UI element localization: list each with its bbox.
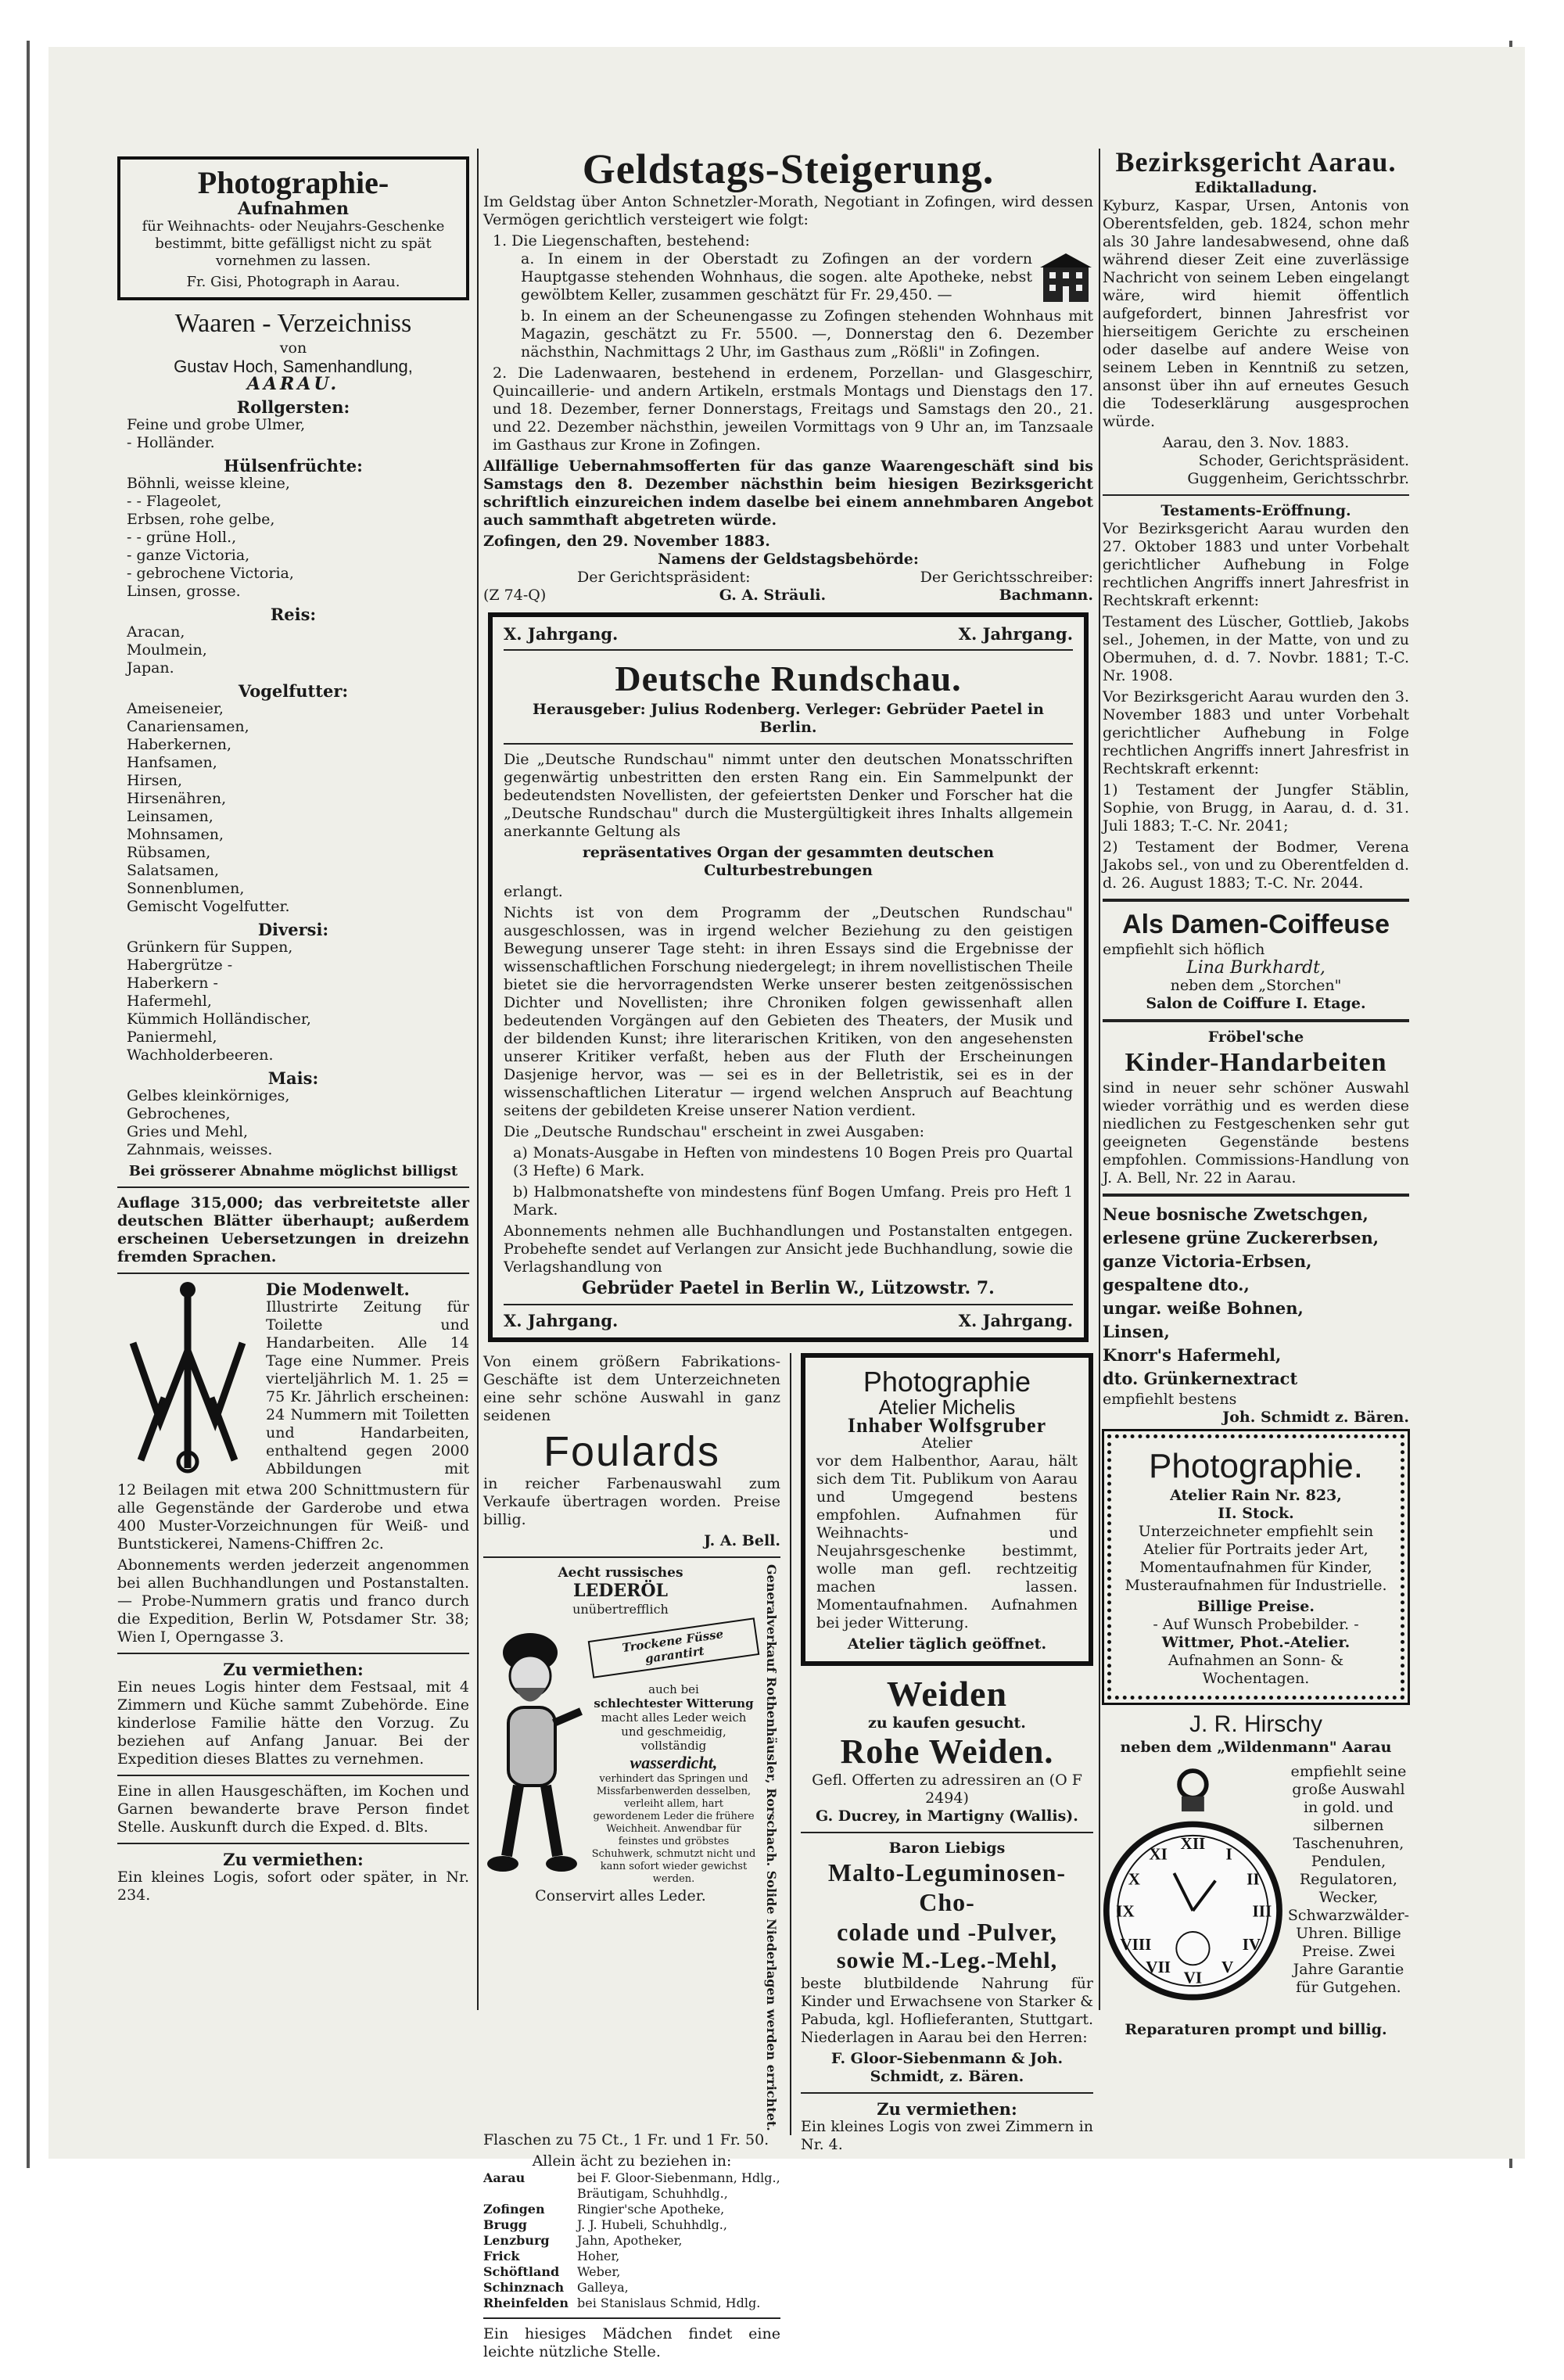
hirschy-body: empfiehlt seine große Auswahl in gold. und silbernen Taschenuhren, Pendulen, Regulatoren, Wecker, Schwarzwälder-Uhren. Billige Preise. Zwei Jahre Garantie für Gutgehen. — [1287, 1763, 1409, 1996]
michelis-ad — [801, 1353, 1093, 1666]
waren-list-item: Zahnmais, weisses. — [127, 1141, 273, 1158]
lederoel-claim1: auch bei — [648, 1682, 699, 1696]
michelis-body: vor dem Halbenthor, Aarau, hält sich dem Tit. Publikum von Aarau und Umgegend bestens empfohlen. Aufnahmen für Weihnachts- und Neujahrsgeschenke bestimmt, wolle man gefl. rechtzeitig machen lassen. Momentaufnahmen. Aufnahmen bei jeder Witterung. — [816, 1452, 1078, 1632]
waren-sections — [117, 398, 469, 1159]
middle-right-sub — [801, 1353, 1093, 2364]
vermieten3-body: Ein kleines Logis von zwei Zimmern in Nr. 4. — [800, 2118, 1093, 2153]
divider — [801, 2092, 1093, 2094]
column-right — [1103, 145, 1409, 2039]
testament-p1: Vor Bezirksgericht Aarau wurden den 27. Oktober 1883 und unter Vorbehalt gerichtlicher Aufhebung in Folge rechtlichen Angriffs innert Jahresfrist in Rechtskraft erkennt: — [1103, 520, 1409, 609]
vermieten1-body: Ein neues Logis hinter dem Festsaal, mit 4 Zimmern und Küche sammt Zubehörde. Eine kinderlose Familie hätte den Vorzug. Zu beziehen auf Anfang Januar. Bei der Expedition dieses Blattes zu vernehmen. — [117, 1678, 469, 1768]
waren-list-item: Gelbes kleinkörniges, — [127, 1087, 290, 1104]
place-name: Schöftland — [483, 2263, 560, 2279]
waren-list-item: Salatsamen, — [127, 862, 219, 879]
rundschau-p1c: erlangt. — [504, 883, 563, 900]
waren-section-heading: Diversi: — [257, 920, 329, 939]
testament-p3: Vor Bezirksgericht Aarau wurden den 3. November 1883 und unter Vorbehalt gerichtlicher Aufhebung in Folge rechtlichen Angriffs innert Jahresfrist in Rechtskraft erkennt: — [1103, 688, 1409, 777]
geldstag-ad — [483, 145, 1093, 605]
divider — [1103, 1019, 1409, 1022]
rain-probe: - Auf Wunsch Probebilder. - — [1153, 1616, 1359, 1633]
place-name: Lenzburg — [483, 2232, 550, 2248]
liebig-big3: sowie M.-Leg.-Mehl, — [836, 1947, 1058, 1973]
waren-list-item: Böhnli, weisse kleine, — [127, 475, 290, 492]
testament-title: Testaments-Eröffnung. — [1160, 502, 1351, 519]
rundschau-p1: Die „Deutsche Rundschau" nimmt unter den deutschen Monatsschriften gegenwärtig unbestritten den ersten Rang ein. Ein Sammelpunkt der bedeutendsten Novellisten, der gefeiertsten Denker und Forscher hat die „Deutsche Rundschau" durch die Mustergültigkeit ihres Inhalts allgemein anerkannte Geltung als — [504, 751, 1073, 840]
geldstag-item1a: a. In einem in der Oberstadt zu Zofingen an der vordern Hauptgasse stehenden Wohnhaus, die sogen. alte Apotheke, nebst gewölbtem Keller, zusammen geschätzt für Fr. 29,450. — — [521, 250, 1032, 303]
waren-list-item: Leinsamen, — [127, 808, 213, 825]
place-name: Aarau — [483, 2170, 526, 2185]
geldstag-item2: 2. Die Ladenwaaren, bestehend in erdenem, Porzellan- und Glasgeschirr, Quincaillerie- und andern Artikeln, erstmals Montags und Dienstags den 17. und 18. Dezember, ferner Donnerstags, Freitags und Samstags den 20., 21. und 22. Dezember nächsthin, jeweilen Vormittags von 9 Uhr an, im Tanzsaale im Gasthaus zur Krone in Zofingen. — [493, 364, 1093, 454]
koechin-ad: Eine in allen Hausgeschäften, im Kochen und Garnen bewanderte brave Person findet Stelle. Auskunft durch die Exped. d. Blts. — [117, 1782, 469, 1836]
modenwelt-body3: Abonnements werden jederzeit angenommen bei allen Buchhandlungen und Postanstalten. — Probe-Nummern gratis und franco durch die Expedition, Berlin W, Potsdamer Str. 38; Wien I, Operngasse 3. — [117, 1556, 469, 1646]
modenwelt-body: Illustrirte Zeitung für Toilette und Handarbeiten. Alle 14 Tage eine Nummer. Preis vierteljährlich M. 1. 25 = 75 Kr. Jährlich erscheinen: 24 Nummern mit Toiletten und Handarbeiten, enthaltend gegen 2000 Abbildungen mit — [266, 1298, 469, 1477]
liebig-sign: F. Gloor-Siebenmann & Joh. Schmidt, z. Bären. — [830, 2050, 1064, 2085]
rundschau-p5: Gebrüder Paetel in Berlin W., Lützowstr. 7. — [582, 1278, 995, 1298]
rundschau-ad — [488, 612, 1089, 1342]
liebig-big1: Malto-Leguminosen-Cho- — [827, 1858, 1067, 1916]
coiffeuse-body: empfiehlt sich höflich — [1103, 941, 1265, 958]
vermieten2-body: Ein kleines Logis, sofort oder später, in Nr. 234. — [117, 1868, 469, 1904]
michelis-atelier: Atelier Michelis — [878, 1395, 1016, 1419]
geldstag-title: Geldstags-Steigerung. — [582, 145, 995, 192]
waren-list-item: Gries und Mehl, — [127, 1123, 249, 1140]
rundschau-title: Deutsche Rundschau. — [615, 659, 962, 698]
divider — [504, 743, 1073, 745]
column-middle — [483, 145, 1093, 2364]
lederoel-claim3: macht alles Leder weich und geschmeidig, vollständig — [601, 1711, 747, 1753]
place-vendor: Weber, — [577, 2263, 621, 2279]
schmidt-product-line: dto. Grünkernextract — [1103, 1369, 1298, 1388]
waren-title: Waaren - Verzeichniss — [174, 309, 412, 338]
lederoel-place-row — [483, 2280, 780, 2296]
rundschau-p2: Nichts ist von dem Programm der „Deutschen Rundschau" ausgeschlossen, was in irgend welcher Beziehung zu den geistigen Bewegung unserer Tage steht: in ihren Essays sind die Ergebnisse der wissenschaftlichen Forschung niedergelegt; in ihrem novellistischen Theile bietet sie die hervorragendsten Werke unserer besten zeitgenössischen Dichter und Novellisten; ihre Chroniken folgen gewissenhaft allen bedeutenden Vorgängen auf den Gebieten des Theaters, der Musik und der bildenden Kunst; ihre literarischen Kritiken, von den angesehensten unserer Kritiker verfaßt, heben aus der Fluth der Erscheinungen Dasjenige hervor, was — sei es in der Belletristik, sei es in der wissenschaftlichen Literatur — irgend welchen Anspruch auf Beachtung seitens der gebildeten Kreise unserer Nation verdient. — [504, 904, 1073, 1119]
trockene-fuesse-sign: Trockene Füsse garantirt — [588, 1617, 760, 1678]
schmidt-product-line: Neue bosnische Zwetschgen, — [1103, 1204, 1368, 1224]
place-name: Rheinfelden — [483, 2295, 569, 2310]
coiffeuse-salon: Salon de Coiffure I. Etage. — [1146, 995, 1366, 1012]
divider — [1103, 494, 1409, 496]
lederoel-place-row — [483, 2249, 780, 2264]
foulards-ad — [483, 1353, 780, 1550]
lederoel-place-row — [483, 2264, 780, 2280]
lederoel-ad — [483, 1564, 780, 2131]
testament-p2: Testament des Lüscher, Gottlieb, Jakobs sel., Johemen, in der Matte, von und zu Obermuhen, d. d. 7. Novbr. 1881; T.-C. Nr. 1908. — [1103, 613, 1409, 684]
foulards-title: Foulards — [543, 1428, 721, 1475]
divider — [117, 1775, 469, 1776]
foulards-body: in reicher Farbenauswahl zum Verkaufe übertragen worden. Preise billig. — [483, 1475, 780, 1528]
froebel-title2: Kinder-Handarbeiten — [1125, 1048, 1387, 1077]
lederoel-title1: Aecht russisches — [558, 1565, 683, 1581]
waren-list-item: - - Flageolet, — [127, 493, 222, 510]
michelis-footer: Atelier täglich geöffnet. — [847, 1635, 1047, 1653]
rain-ad — [1107, 1434, 1404, 1700]
divider — [483, 1556, 780, 1558]
place-vendor: Bräutigam, Schuhhdlg., — [577, 2185, 728, 2201]
svg-text:X: X — [1128, 1869, 1141, 1889]
place-vendor: Ringier'sche Apotheke, — [577, 2201, 725, 2217]
place-name — [483, 2186, 577, 2202]
place-name: Frick — [483, 2248, 520, 2263]
schmidt-product-line: Linsen, — [1103, 1322, 1170, 1341]
jahrgang-top-right: X. Jahrgang. — [958, 624, 1073, 644]
waren-list-item: Aracan, — [127, 623, 185, 641]
waren-list-item: Hanfsamen, — [127, 754, 217, 771]
froebel-title1: Fröbel'sche — [1207, 1028, 1304, 1046]
waren-list-item: Ameiseneier, — [127, 700, 224, 717]
rundschau-p1b: repräsentatives Organ der gesammten deutschen Culturbestrebungen — [582, 844, 995, 879]
schmidt-product-line: ganze Victoria-Erbsen, — [1103, 1251, 1312, 1271]
svg-text:IV: IV — [1242, 1935, 1261, 1955]
ad-signature: Fr. Gisi, Photograph in Aarau. — [186, 274, 400, 290]
bezirk-sig1: Schoder, Gerichtspräsident. — [1198, 452, 1409, 469]
rain-body: Unterzeichneter empfiehlt sein Atelier für Portraits jeder Art, Momentaufnahmen für Kinder, Musteraufnahmen für Industrielle. — [1125, 1523, 1387, 1594]
place-name: Zofingen — [483, 2201, 545, 2217]
waren-list-item: Sonnenblumen, — [127, 880, 245, 897]
waren-list-item: Habergrütze - — [127, 957, 233, 974]
waren-list-item: Japan. — [127, 659, 174, 677]
michelis-label: Atelier — [921, 1434, 973, 1452]
coiffeuse-addr: neben dem „Storchen" — [1170, 977, 1342, 994]
rundschau-p3a: a) Monats-Ausgabe in Heften von mindestens 10 Bogen Preis pro Quartal (3 Hefte) 6 Mark. — [513, 1144, 1073, 1179]
svg-text:V: V — [1221, 1957, 1234, 1976]
hirschy-title: J. R. Hirschy — [1189, 1711, 1322, 1737]
schmidt-lines — [1103, 1203, 1409, 1391]
svg-text:I: I — [1225, 1844, 1232, 1864]
coiffeuse-ad — [1103, 908, 1409, 1013]
lederoel-place-row — [483, 2170, 780, 2186]
waren-list-item: - ganze Victoria, — [127, 547, 250, 564]
weiden-body: Gefl. Offerten zu adressiren an (O F 2494) — [812, 1772, 1082, 1807]
waren-verzeichniss — [117, 308, 469, 1180]
waren-von: von — [279, 339, 307, 357]
coiffeuse-title: Als Damen-Coiffeuse — [1122, 910, 1390, 939]
modenwelt-logo-icon — [117, 1280, 258, 1476]
place-name: Brugg — [483, 2217, 527, 2232]
rain-floor: II. Stock. — [1218, 1505, 1294, 1522]
lederoel-alone: Allein ächt zu beziehen in: — [532, 2152, 732, 2170]
pocket-watch-icon — [1103, 1763, 1283, 2021]
lederoel-place-row — [483, 2233, 780, 2249]
sub-column-divider — [790, 1353, 791, 2135]
svg-text:IX: IX — [1116, 1901, 1135, 1921]
waren-section-heading: Rollgersten: — [236, 397, 350, 417]
schmidt-sign: empfiehlt bestens — [1103, 1391, 1237, 1408]
photo-gisi-ad — [117, 156, 469, 300]
svg-text:III: III — [1252, 1901, 1272, 1921]
middle-left-sub — [483, 1353, 780, 2364]
signer-1: G. A. Sträuli. — [719, 587, 827, 604]
divider — [504, 649, 1073, 651]
geldstag-item1b: b. In einem an der Scheunengasse zu Zofingen stehenden Wohnhaus mit Magazin, geschätzt zu Fr. 5500. —, Donnerstag den 6. Dezember nächsthin, Nachmittags 2 Uhr, im Gasthaus zum „Rößli" in Zofingen. — [521, 307, 1093, 361]
rundschau-publisher: Herausgeber: Julius Rodenberg. Verleger: Gebrüder Paetel in Berlin. — [533, 701, 1044, 736]
bezirk-body: Kyburz, Kaspar, Ursen, Antonis von Oberentsfelden, geb. 1824, schon mehr als 30 Jahre landesabwesend, ohne daß während dieser Zeit eine zuverlässige Nachricht von seinem Leben eingelangt wäre, wird hiemit öffentlich aufgefordert, binnen Jahresfrist vor hierseitigem Gerichte zu erscheinen oder daselbe auf andere Weise von seinem Leben in Kenntniß zu setzen, ansonst über ihn auf erneutes Gesuch die Todeserklärung ausgesprochen würde. — [1103, 197, 1409, 430]
lederoel-title3: unübertrefflich — [572, 1602, 669, 1617]
lederoel-place-row — [483, 2186, 780, 2202]
divider — [483, 2317, 780, 2319]
hirschy-footer: Reparaturen prompt und billig. — [1125, 2021, 1387, 2038]
rain-title: Photographie. — [1149, 1447, 1363, 1485]
maedchen-ad: Ein hiesiges Mädchen findet eine leichte nützliche Stelle. — [483, 2324, 780, 2360]
testament-p5: 2) Testament der Bodmer, Verena Jakobs sel., von und zu Oberentfelden d. d. 26. August 1883; T.-C. Nr. 2044. — [1103, 838, 1409, 892]
vermieten2-heading: Zu vermiethen: — [223, 1850, 364, 1869]
geldstag-item1: 1. Die Liegenschaften, bestehend: — [493, 232, 750, 249]
geldstag-code: (Z 74-Q) — [483, 587, 547, 604]
schmidt-product-line: Knorr's Hafermehl, — [1103, 1345, 1282, 1365]
schmidt-product-line: ungar. weiße Bohnen, — [1103, 1298, 1304, 1318]
waren-list-item: Canariensamen, — [127, 718, 249, 735]
waren-list-item: Rübsamen, — [127, 844, 211, 861]
rain-billig: Billige Preise. — [1197, 1598, 1315, 1615]
place-vendor: bei F. Gloor-Siebenmann, Hdlg., — [577, 2170, 780, 2185]
place-vendor: J. J. Hubeli, Schuhhdlg., — [577, 2217, 727, 2232]
geldstag-note: Allfällige Uebernahmsofferten für das ganze Waarengeschäft sind bis Samstags den 8. Dezember nächsthin beim hiesigen Bezirksgericht schriftlich einzureichen indem daselbe bei einem annehmbaren Angebot auch sammthaft abgetreten würde. — [483, 458, 1093, 529]
svg-text:XI: XI — [1149, 1844, 1168, 1864]
svg-text:VII: VII — [1146, 1957, 1171, 1976]
rundschau-p4: Abonnements nehmen alle Buchhandlungen und Postanstalten entgegen. Probehefte sendet auf Verlangen zur Ansicht jede Buchhandlung, sowie die Verlagshandlung von — [504, 1222, 1073, 1276]
hirschy-addr: neben dem „Wildenmann" Aarau — [1120, 1739, 1392, 1756]
testament-ad — [1103, 502, 1409, 892]
waren-list-item: Gebrochenes, — [127, 1105, 231, 1122]
lederoel-prices: Flaschen zu 75 Ct., 1 Fr. und 1 Fr. 50. — [483, 2131, 769, 2148]
lederoel-claim2: schlechtester Witterung — [594, 1696, 754, 1711]
michelis-title: Photographie — [863, 1366, 1031, 1398]
svg-text:VI: VI — [1183, 1968, 1203, 1987]
place-name: Schinznach — [483, 2279, 565, 2295]
weiden-sign: G. Ducrey, in Martigny (Wallis). — [816, 1807, 1078, 1825]
divider — [117, 1653, 469, 1654]
waren-list-item: Paniermehl, — [127, 1028, 217, 1046]
waren-section-heading: Reis: — [270, 605, 317, 624]
waren-list-item: - gebrochene Victoria, — [127, 565, 294, 582]
waren-list-item: Moulmein, — [127, 641, 207, 659]
lederoel-place-row — [483, 2217, 780, 2233]
place-vendor: bei Stanislaus Schmid, Hdlg. — [577, 2295, 761, 2310]
waren-list-item: Wachholderbeeren. — [127, 1046, 274, 1064]
divider — [801, 1832, 1093, 1833]
geldstag-intro: Im Geldstag über Anton Schnetzler-Morath, Negotiant in Zofingen, wird dessen Vermögen gerichtlich versteigert wie folgt: — [483, 193, 1093, 228]
waren-city: AARAU. — [246, 374, 340, 394]
testament-p4: 1) Testament der Jungfer Stäblin, Sophie, von Brugg, in Aarau, d. d. 31. Juli 1883; T.-C. Nr. 2041; — [1103, 781, 1409, 835]
waren-section-heading: Hülsenfrüchte: — [224, 456, 363, 476]
lederoel-place-row — [483, 2202, 780, 2217]
divider — [1103, 1194, 1409, 1197]
vermieten1-heading: Zu vermiethen: — [223, 1660, 364, 1679]
auflage-text: Auflage 315,000; das verbreitetste aller deutschen Blätter überhaupt; außerdem erscheinen Uebersetzungen in dreizehn fremden Sprachen. — [117, 1194, 469, 1265]
divider — [504, 1304, 1073, 1305]
scan-edge-left — [27, 41, 30, 2168]
vermieten3-heading: Zu vermiethen: — [877, 2099, 1017, 2119]
jahrgang-top-left: X. Jahrgang. — [504, 624, 619, 644]
waren-list-item: Hirsen, — [127, 772, 182, 789]
ad-subtitle: Aufnahmen — [237, 199, 350, 219]
svg-text:VIII: VIII — [1120, 1935, 1152, 1955]
schmidt-product-line: gespaltene dto., — [1103, 1275, 1250, 1294]
weiden-title: Weiden — [886, 1674, 1008, 1714]
waren-list-item: Erbsen, rohe gelbe, — [127, 511, 275, 528]
waren-merchant: Gustav Hoch, Samenhandlung, — [174, 357, 413, 376]
waren-list-item: Grünkern für Suppen, — [127, 939, 293, 956]
rain-wittmer: Wittmer, Phot.-Atelier. — [1161, 1634, 1351, 1651]
waren-list-item: Kümmich Holländischer, — [127, 1011, 311, 1028]
house-icon — [1038, 250, 1093, 305]
bezirk-sig2: Guggenheim, Gerichtsschrbr. — [1187, 470, 1409, 487]
divider — [117, 1273, 469, 1274]
liebig-big2: colade und -Pulver, — [837, 1918, 1057, 1946]
waren-list-item: Hirsenähren, — [127, 790, 227, 807]
waren-section-heading: Mais: — [267, 1068, 319, 1088]
waren-footer: Bei grösserer Abnahme möglichst billigst — [128, 1163, 458, 1179]
divider — [117, 1186, 469, 1188]
rain-addr: Atelier Rain Nr. 823, — [1170, 1487, 1342, 1504]
rundschau-p3b: b) Halbmonatshefte von mindestens fünf Bogen Umfang. Preis pro Heft 1 Mark. — [513, 1183, 1073, 1219]
rain-open: Aufnahmen an Sonn- & Wochentagen. — [1168, 1652, 1344, 1687]
froebel-ad — [1103, 1028, 1409, 1187]
coiffeuse-name: Lina Burkhardt, — [1186, 958, 1325, 978]
bezirk-date: Aarau, den 3. Nov. 1883. — [1162, 434, 1350, 451]
waren-list-item: Mohnsamen, — [127, 826, 224, 843]
column-left — [117, 156, 469, 1908]
lederoel-title2: LEDERÖL — [573, 1581, 668, 1601]
schmidt-ad — [1103, 1203, 1409, 1427]
weiden-big: Rohe Weiden. — [840, 1732, 1054, 1771]
modenwelt-body2: 12 Beilagen mit etwa 200 Schnittmustern für alle Gegenstände der Garderobe und etwa 400 Muster-Vorzeichnungen für Weiß- und Buntstickerei, Namens-Chiffren 2c. — [117, 1481, 469, 1553]
divider — [1103, 899, 1409, 902]
man-with-sign-icon — [483, 1621, 585, 1887]
lederoel-side-text: Generalverkauf Rothenhäusler, Rorschach. Solide Niederlagen werden errichtet. — [764, 1564, 779, 2131]
jahrgang-bottom-right: X. Jahrgang. — [958, 1311, 1073, 1330]
waren-list-item: Gemischt Vogelfutter. — [127, 898, 290, 915]
schmidt-name: Joh. Schmidt z. Bären. — [1222, 1409, 1409, 1426]
foulards-intro: Von einem größern Fabrikations-Geschäfte ist dem Unterzeichneten eine sehr schöne Auswahl in ganz seidenen — [483, 1353, 780, 1424]
waren-list-item: Hafermehl, — [127, 993, 212, 1010]
michelis-owner: Inhaber Wolfsgruber — [847, 1414, 1047, 1437]
foulards-sign: J. A. Bell. — [704, 1532, 780, 1549]
ad-title: Photographie- — [197, 165, 389, 200]
ad-body: für Weihnachts- oder Neujahrs-Geschenke bestimmt, bitte gefälligst nicht zu spät vornehmen zu lassen. — [142, 218, 445, 269]
lederoel-claim5: verhindert das Springen und Missfarbenwerden desselben, verleiht allem, hart gewordenem Leder die frühere Weichheit. Anwendbar für feinstes und gröbstes Schuhwerk, schmutzt nicht und kann sofort wieder gewichst werden. — [591, 1773, 756, 1885]
signer-2: Bachmann. — [999, 587, 1093, 604]
divider — [117, 1843, 469, 1844]
schmidt-product-line: erlesene grüne Zuckererbsen, — [1103, 1228, 1379, 1247]
bezirk-sub: Ediktalladung. — [1194, 179, 1318, 196]
waren-list-item: - - grüne Holl., — [127, 529, 237, 546]
liebig-ad — [801, 1840, 1093, 2086]
column-divider — [1099, 149, 1100, 2010]
waren-list-item: - Holländer. — [127, 434, 215, 451]
liebig-title: Baron Liebigs — [888, 1840, 1006, 1857]
lederoel-claim6: Conservirt alles Leder. — [535, 1887, 706, 1904]
lederoel-places — [483, 2170, 780, 2311]
weiden-sub: zu kaufen gesucht. — [868, 1714, 1026, 1732]
lederoel-claim4: wasserdicht, — [630, 1753, 718, 1772]
place-vendor: Hoher, — [577, 2248, 620, 2263]
rundschau-p3: Die „Deutsche Rundschau" erscheint in zwei Ausgaben: — [504, 1123, 925, 1140]
liebig-body: beste blutbildende Nahrung für Kinder und Erwachsene von Starker & Pabuda, kgl. Hoflieferanten, Stuttgart. Niederlagen in Aarau bei den Herren: — [800, 1975, 1093, 2046]
bezirk-title: Bezirksgericht Aarau. — [1115, 146, 1397, 178]
clerk-label-2: Der Gerichtsschreiber: — [920, 569, 1093, 586]
jahrgang-bottom-left: X. Jahrgang. — [504, 1311, 619, 1330]
weiden-ad — [801, 1674, 1093, 1825]
place-vendor: Galleya, — [577, 2279, 629, 2295]
waren-list-item: Linsen, grosse. — [127, 583, 241, 600]
column-divider — [477, 149, 479, 2010]
svg-text:XII: XII — [1180, 1834, 1206, 1854]
waren-list-item: Haberkernen, — [127, 736, 231, 753]
svg-text:II: II — [1247, 1869, 1260, 1889]
geldstag-place-date: Zofingen, den 29. November 1883. — [483, 533, 770, 550]
waren-list-item: Haberkern - — [127, 975, 218, 992]
modenwelt-ad — [117, 1280, 469, 1646]
hirschy-ad — [1103, 1711, 1409, 2039]
place-vendor: Jahn, Apotheker, — [577, 2232, 683, 2248]
modenwelt-title: Die Modenwelt. — [266, 1280, 410, 1299]
waren-list-item: Feine und grobe Ulmer, — [127, 416, 306, 433]
bezirk-ad — [1103, 145, 1409, 488]
geldstag-authority: Namens der Geldstagsbehörde: — [658, 551, 919, 568]
lederoel-place-row — [483, 2296, 780, 2311]
waren-section-heading: Vogelfutter: — [238, 681, 349, 701]
clerk-label-1: Der Gerichtspräsident: — [577, 569, 751, 586]
froebel-body: sind in neuer sehr schöner Auswahl wieder vorräthig und es werden diese niedlichen zu Festgeschenken sehr gut geeigneten Gegenstände bestens empfohlen. Commissions-Handlung von J. A. Bell, Nr. 22 in Aarau. — [1103, 1079, 1409, 1186]
